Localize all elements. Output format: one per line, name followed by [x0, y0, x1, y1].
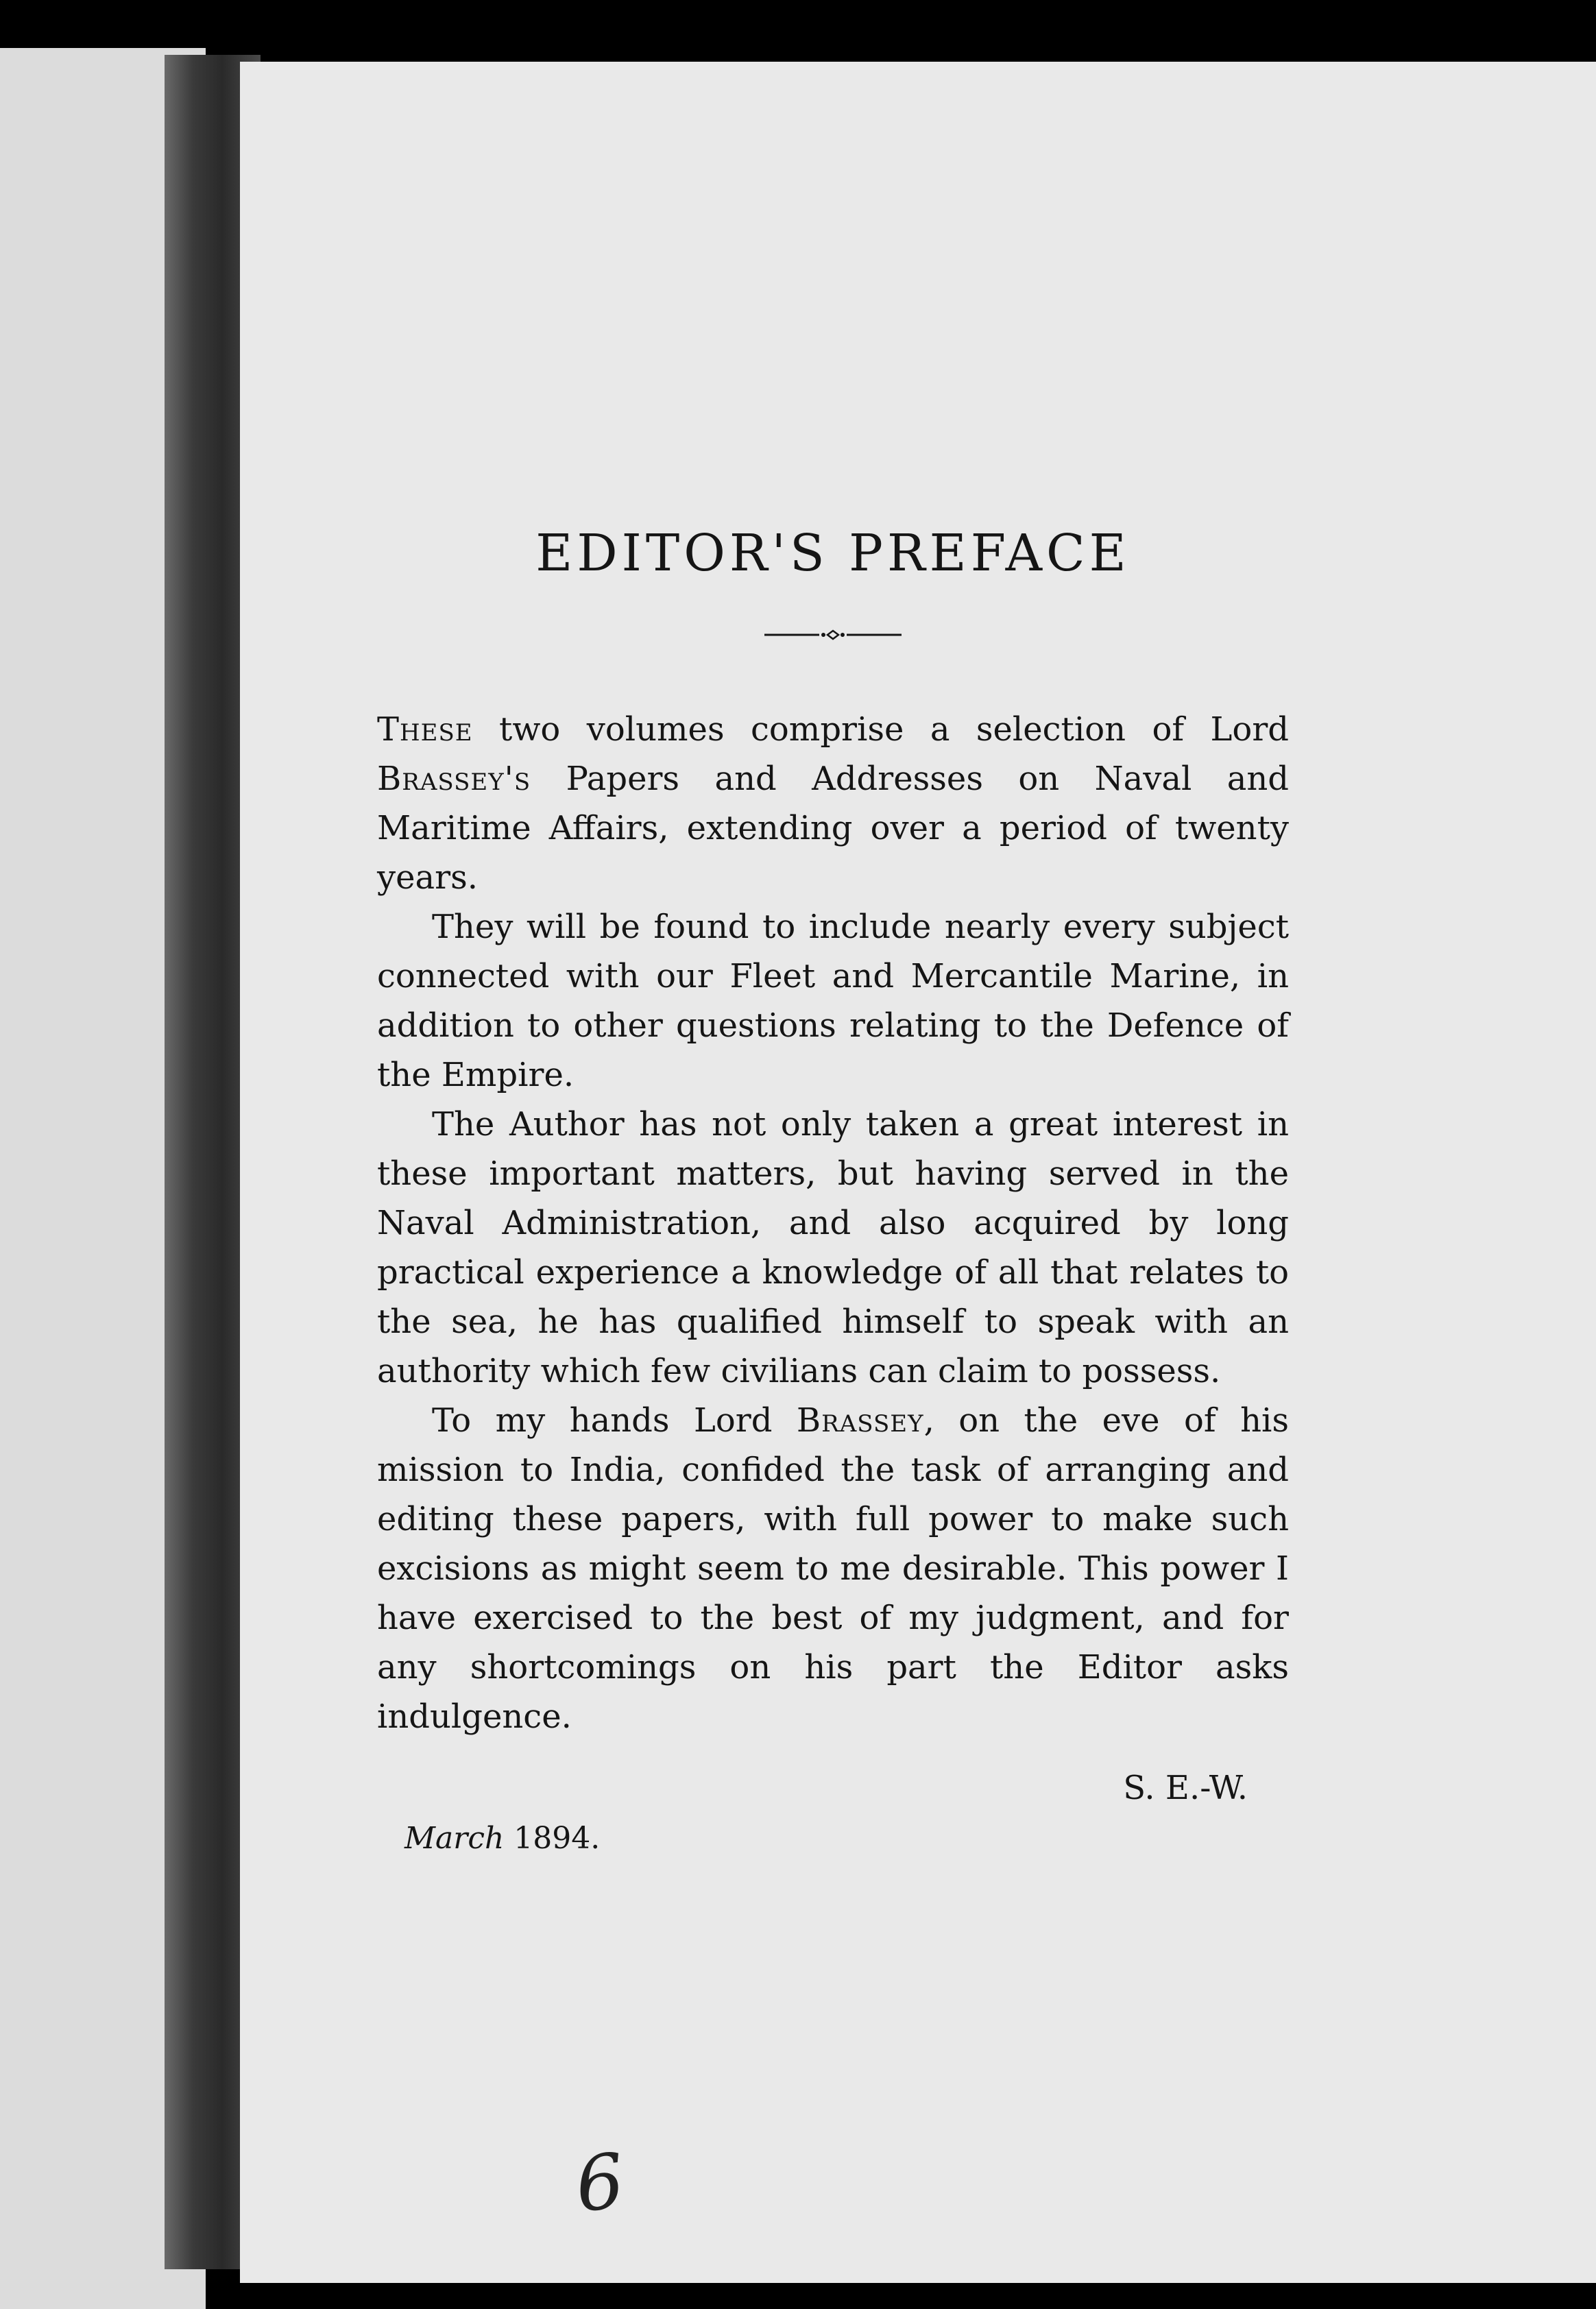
editor-signature: S. E.-W.: [1123, 1769, 1248, 1807]
preface-content: [377, 524, 1289, 1856]
small-caps-lead: These: [377, 710, 473, 749]
paragraph-3: The Author has not only taken a great interest in these important matters, but having served in the Naval Administration, and also acquired by long practical experience a knowledge of all that relates to the sea, he has qualified himself to speak with an authority which few civilians can claim to possess.: [377, 1105, 1289, 1390]
author-name: Brassey: [796, 1401, 924, 1440]
date-month: March: [404, 1821, 505, 1856]
ornament-divider-icon: [764, 627, 902, 643]
paragraph-2: They will be found to include nearly every subject connected with our Fleet and Mercantile Marine, in addition to other questions relating to the Defence of the Empire.: [377, 908, 1289, 1094]
paragraph-text: , on the eve of his mission to India, confided the task of arranging and editing these papers, with full power to make such excisions as might seem to me desirable. This power I have exercised to the best of my judgment, and for any shortcomings on his part the Editor asks indulgence.: [377, 1401, 1289, 1736]
right-page: [240, 62, 1596, 2283]
date-year: 1894.: [504, 1821, 601, 1856]
paragraph-text: two volumes comprise a selection of Lord: [472, 710, 1289, 749]
preface-body: [377, 705, 1289, 1741]
paragraph-4: [377, 1396, 1289, 1741]
preface-date: [377, 1821, 1289, 1856]
paragraph-1: [377, 705, 1289, 902]
paragraph-text: To my hands Lord: [432, 1401, 797, 1440]
author-name: Brassey's: [377, 760, 531, 798]
paragraph-text: Papers and Addresses on Naval and Maritime Affairs, extending over a period of twenty years.: [377, 760, 1289, 897]
handwritten-page-number: 6: [571, 2136, 629, 2229]
page-title: EDITOR'S PREFACE: [535, 524, 1130, 583]
